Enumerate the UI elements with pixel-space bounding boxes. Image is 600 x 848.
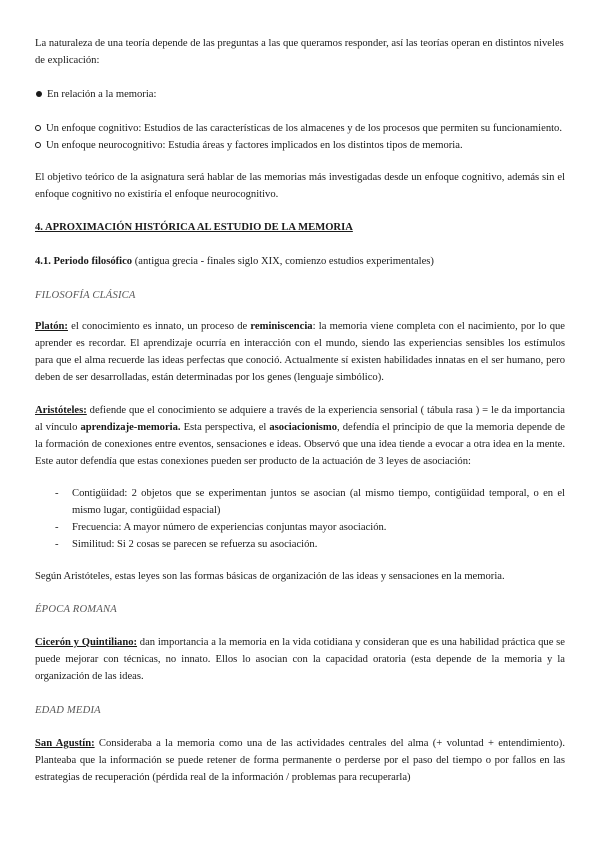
sub-bullet-cognitivo bbox=[35, 120, 565, 137]
bullet-item-memoria bbox=[35, 86, 565, 103]
subsection-note: (antigua grecia - finales siglo XIX, comienzo estudios experimentales) bbox=[134, 256, 434, 267]
objective-paragraph: El objetivo teórico de la asignatura será hablar de las memorias más investigadas desde un enfoque cognitivo, además sin el enfoque cognitivo no existiría el enfoque neurocognitivo. bbox=[35, 172, 565, 200]
san-agustin-paragraph: San Agustín: Consideraba a la memoria como una de las actividades centrales del alma (+ voluntad + entendimiento). Planteaba que la información se puede retener de forma permanente o perderse por el paso del tiempo o por fallos en las estrategias de recuperación (pérdida real de la información / problemas para recuperarla) bbox=[35, 738, 565, 783]
section-heading: 4. APROXIMACIÓN HISTÓRICA AL ESTUDIO DE LA MEMORIA bbox=[35, 222, 353, 233]
platon-paragraph: Platón: el conocimiento es innato, un proceso de reminiscencia: la memoria viene completa con el nacimiento, por lo que aprender es recordar. El aprendizaje ocurría en interacción con el mundo, siendo las experiencias sensibles los estímulos para que el alma recuerde las ideas perfectas que conoció. Actualmente sí existen habilidades innatas en el ser humano, pero deben de ser desarrolladas, están determinadas por los genes (lenguaje simbólico). bbox=[35, 321, 565, 383]
bullet-text: En relación a la memoria: bbox=[47, 89, 157, 100]
era-label-media: EDAD MEDIA bbox=[35, 705, 101, 716]
intro-paragraph: La naturaleza de una teoría depende de las preguntas a las que queramos responder, así las teorías operan en distintos niveles de explicación: bbox=[35, 38, 564, 66]
law-frecuencia: Frecuencia: A mayor número de experiencias conjuntas mayor asociación. bbox=[72, 522, 387, 533]
sub-bullet-text: Un enfoque neurocognitivo: Estudia áreas y factores implicados en los distintos tipos de memoria. bbox=[46, 140, 463, 151]
era-label-clasica: FILOSOFÍA CLÁSICA bbox=[35, 290, 136, 301]
law-contiguidad: Contigüidad: 2 objetos que se experimentan juntos se asocian (al mismo tiempo, contigüidad temporal, o en el mismo lugar, contigüidad espacial) bbox=[72, 488, 565, 516]
subsection-title: 4.1. Periodo filosófico bbox=[35, 256, 133, 267]
list-dash: - bbox=[55, 539, 59, 550]
subsection-heading bbox=[35, 253, 565, 270]
law-similitud: Similitud: Si 2 cosas se parecen se refuerza su asociación. bbox=[72, 539, 318, 550]
filled-bullet-icon bbox=[36, 91, 42, 97]
ciceron-paragraph: Cicerón y Quintiliano: dan importancia a la memoria en la vida cotidiana y consideran que es una habilidad práctica que se puede mejorar con técnicas, no innato. Ellos lo asocian con la capacidad oratoria (esta depende de la memoria y la organización de las ideas. bbox=[35, 637, 565, 682]
hollow-bullet-icon bbox=[35, 125, 41, 131]
list-dash: - bbox=[55, 488, 59, 499]
sub-bullet-neurocognitivo bbox=[35, 137, 565, 154]
author-name: Platón: bbox=[35, 321, 68, 332]
author-name: Cicerón y Quintiliano: bbox=[35, 637, 138, 648]
author-name: Aristóteles: bbox=[35, 405, 87, 416]
era-label-romana: ÉPOCA ROMANA bbox=[35, 604, 117, 615]
sub-bullet-text: Un enfoque cognitivo: Estudios de las características de los almacenes y de los procesos que permiten su funcionamiento. bbox=[46, 123, 563, 134]
author-name: San Agustín: bbox=[35, 738, 95, 749]
aristoteles-paragraph: Aristóteles: defiende que el conocimiento se adquiere a través de la experiencia sensorial ( tábula rasa ) = le da importancia al vínculo aprendizaje-memoria. Esta perspectiva, el asociacionismo, defendía el principio de que la memoria depende de la formación de conexiones entre eventos, sensaciones e ideas. Observó que una idea tiende a evocar a otra idea en la mente. Este autor defendía que estas conexiones pueden ser producto de la actuación de 3 leyes de asociación: bbox=[35, 405, 565, 467]
list-dash: - bbox=[55, 522, 59, 533]
aristoteles-summary: Según Aristóteles, estas leyes son las formas básicas de organización de las ideas y sensaciones en la memoria. bbox=[35, 571, 505, 582]
hollow-bullet-icon bbox=[35, 142, 41, 148]
